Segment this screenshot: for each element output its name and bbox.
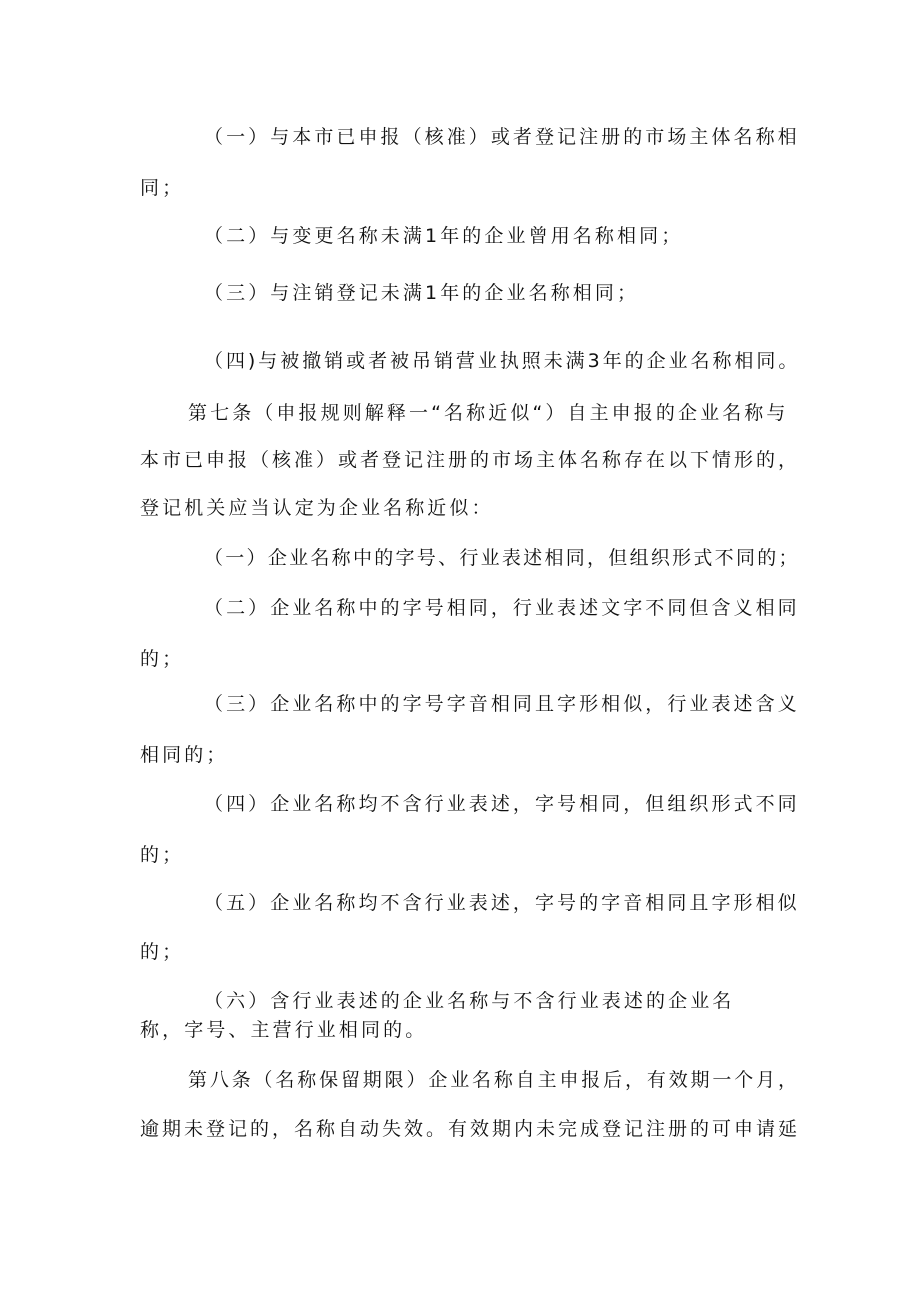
text-line: （一）与本市已申报（核准）或者登记注册的市场主体名称相 [204, 126, 800, 148]
text-line: （四)与被撤销或者被吊销营业执照未满3年的企业名称相同。 [204, 350, 801, 372]
text-line: 的； [140, 941, 185, 963]
text-line: （二）与变更名称未满1年的企业曾用名称相同； [204, 225, 684, 247]
text-line: 称，字号、主营行业相同的。 [140, 1019, 428, 1041]
text-line: （二）企业名称中的字号相同，行业表述文字不同但含义相同 [204, 597, 800, 619]
text-line: （三）与注销登记未满1年的企业名称相同； [204, 282, 640, 304]
text-line: （一）企业名称中的字号、行业表述相同，但组织形式不同的； [204, 547, 800, 569]
text-line: 的； [140, 648, 185, 670]
text-line: 相同的； [140, 744, 229, 766]
text-line: （五）企业名称均不含行业表述，字号的字音相同且字形相似 [204, 892, 800, 914]
text-line: 的； [140, 844, 185, 866]
text-line: 第七条（申报规则解释一“名称近似“）自主申报的企业名称与 [188, 402, 789, 424]
text-line: 第八条（名称保留期限）企业名称自主申报后，有效期一个月， [188, 1069, 800, 1091]
text-line: 逾期未登记的，名称自动失效。有效期内未完成登记注册的可申请延 [140, 1118, 801, 1140]
text-line: 登记机关应当认定为企业名称近似： [140, 497, 494, 519]
text-line: （四）企业名称均不含行业表述，字号相同，但组织形式不同 [204, 793, 800, 815]
text-line: （六）含行业表述的企业名称与不含行业表述的企业名 [204, 990, 735, 1012]
text-line: 本市已申报（核准）或者登记注册的市场主体名称存在以下情形的， [140, 449, 801, 471]
text-line: （三）企业名称中的字号字音相同且字形相似，行业表述含义 [204, 693, 800, 715]
text-line: 同； [140, 177, 185, 199]
